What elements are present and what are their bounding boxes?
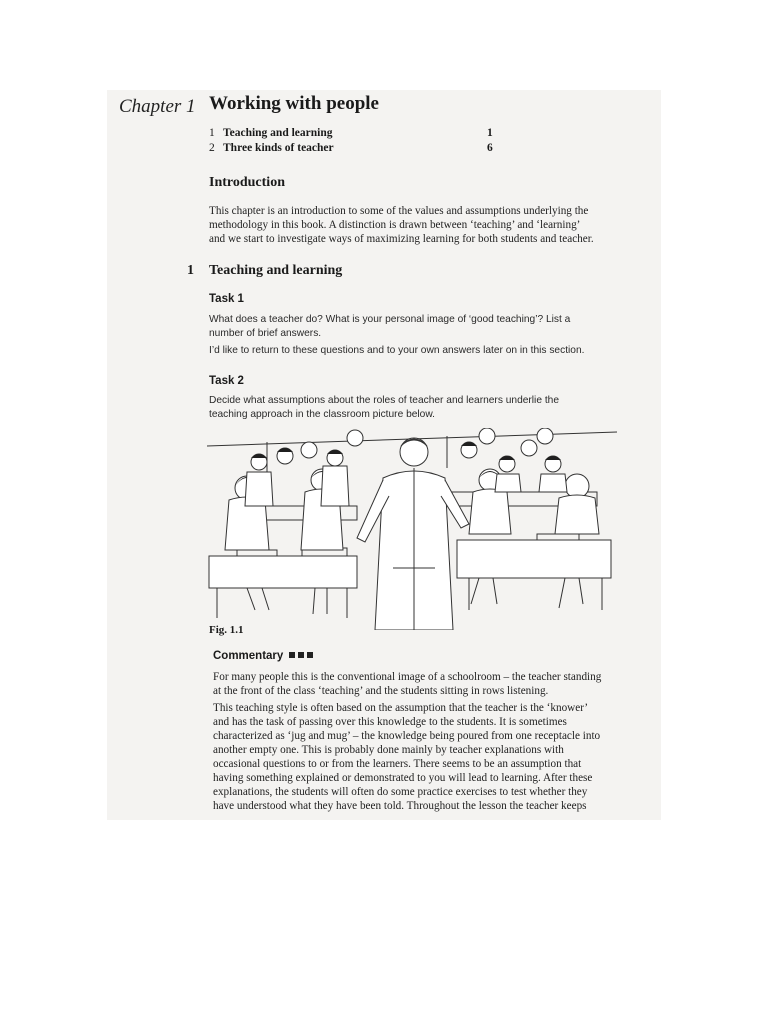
section-number: 1 xyxy=(187,263,194,278)
text-line: This teaching style is often based on the assumption that the teacher is the ‘knower’ xyxy=(213,702,589,714)
text-line: For many people this is the conventional image of a schoolroom – the teacher standing xyxy=(213,671,602,683)
toc-title: Three kinds of teacher xyxy=(223,142,334,154)
square-bullet-icon xyxy=(289,652,295,658)
chapter-title: Working with people xyxy=(209,93,379,114)
task2-heading: Task 2 xyxy=(209,375,244,387)
toc-num: 2 xyxy=(209,142,215,154)
text-line: and we start to investigate ways of maximizing learning for both students and teacher. xyxy=(209,233,594,245)
introduction-paragraph xyxy=(209,204,649,246)
commentary-heading-text: Commentary xyxy=(213,650,284,662)
classroom-drawing xyxy=(207,428,617,630)
task1-followup xyxy=(209,344,584,358)
text-line: This chapter is an introduction to some of the values and assumptions underlying the xyxy=(209,205,589,217)
text-line: What does a teacher do? What is your personal image of ‘good teaching’? List a xyxy=(209,314,571,325)
introduction-heading: Introduction xyxy=(209,175,285,190)
text-line: occasional questions to or from the learners. There seems to be an assumption that xyxy=(213,758,582,770)
text-line: and has the task of passing over this knowledge to the students. It is sometimes xyxy=(213,716,567,728)
commentary-paragraph-2 xyxy=(213,701,600,813)
task1-heading: Task 1 xyxy=(209,293,244,305)
task2-paragraph xyxy=(209,394,559,422)
text-line: characterized as ‘jug and mug’ – the knowledge being poured from one receptacle into xyxy=(213,730,601,742)
chapter-label: Chapter 1 xyxy=(119,96,196,117)
book-page xyxy=(107,90,661,820)
text-line: having something explained or demonstrated to you will lead to learning. After these xyxy=(213,772,593,784)
toc-page: 6 xyxy=(487,142,493,154)
commentary-heading xyxy=(213,650,313,662)
text-line: explanations, the students will often do some practice exercises to test whether they xyxy=(213,786,588,798)
text-line: have understood what they have been told. Throughout the lesson the teacher keeps xyxy=(213,800,587,812)
task1-paragraph xyxy=(209,313,570,341)
text-line: number of brief answers. xyxy=(209,328,322,339)
text-line: at the front of the class ‘teaching’ and the students sitting in rows listening. xyxy=(213,685,549,697)
text-line: another empty one. This is probably done mainly by teacher explanations with xyxy=(213,744,564,756)
figure-caption: Fig. 1.1 xyxy=(209,624,244,636)
square-bullet-icon xyxy=(307,652,313,658)
square-bullet-icon xyxy=(298,652,304,658)
toc-page: 1 xyxy=(487,127,493,139)
commentary-paragraph-1 xyxy=(213,670,601,698)
section-heading: Teaching and learning xyxy=(209,263,343,278)
text-line: I’d like to return to these questions and to your own answers later on in this section. xyxy=(209,345,585,356)
toc-num: 1 xyxy=(209,127,215,139)
toc-title: Teaching and learning xyxy=(223,127,333,139)
classroom-illustration xyxy=(207,428,617,630)
text-line: Decide what assumptions about the roles of teacher and learners underlie the xyxy=(209,395,559,406)
text-line: teaching approach in the classroom picture below. xyxy=(209,409,435,420)
text-line: methodology in this book. A distinction is drawn between ‘teaching’ and ‘learning’ xyxy=(209,219,581,231)
